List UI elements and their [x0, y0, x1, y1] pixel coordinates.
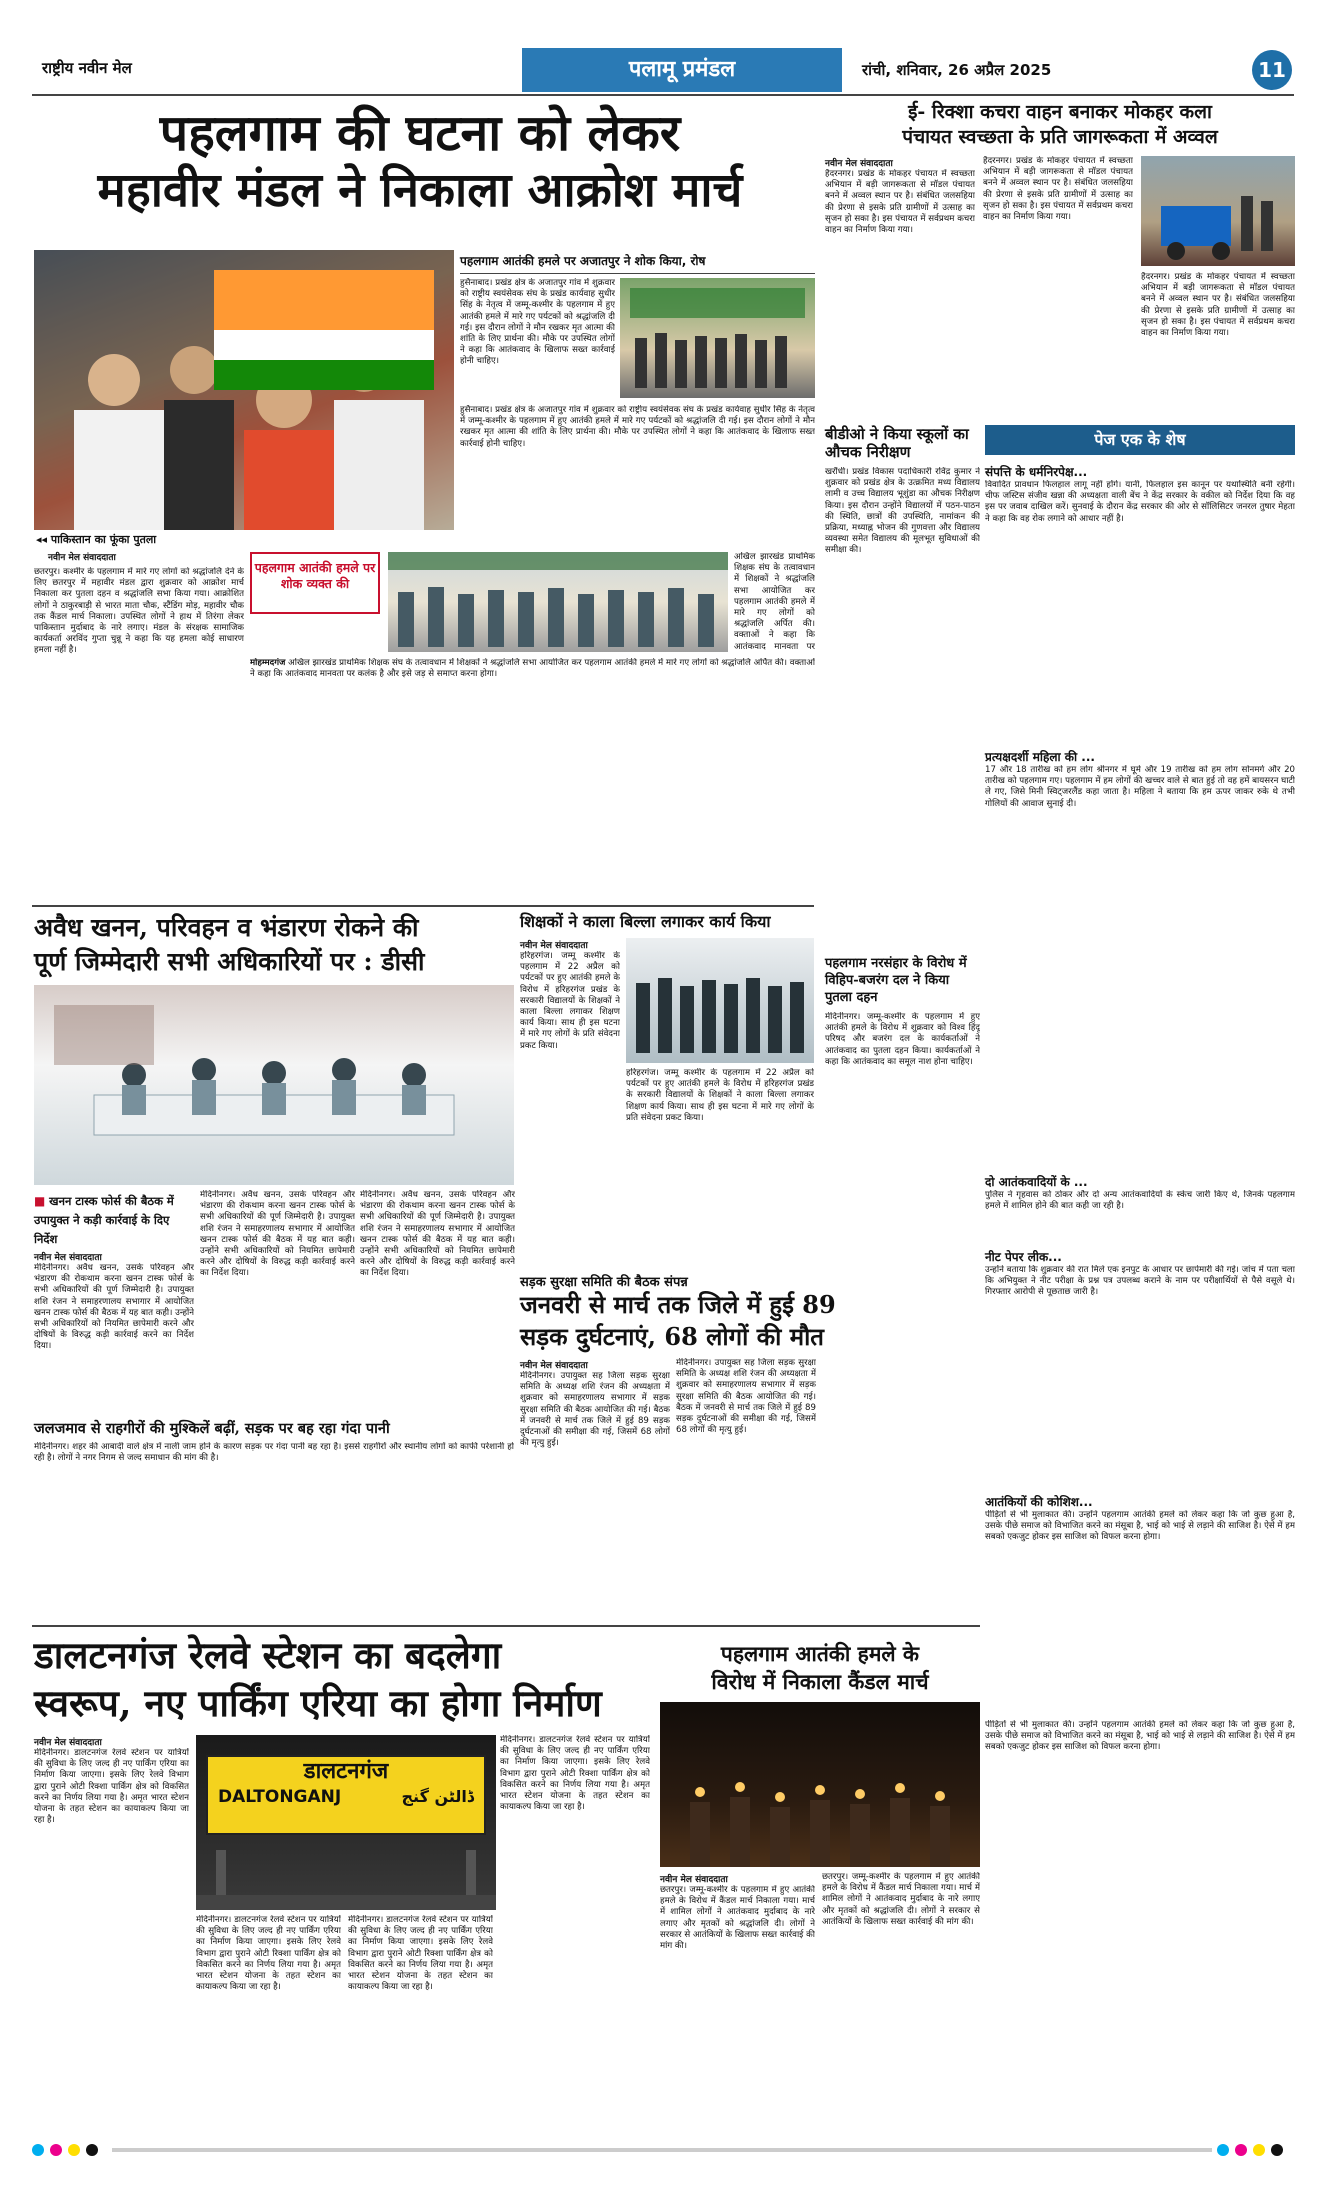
lead-headline-2: महावीर मंडल ने निकाला आक्रोश मार्च — [97, 163, 743, 218]
station-sign-hindi: डालटनगंज — [303, 1759, 389, 1784]
bdo-body: खरौंधी। प्रखंड विकास पदाधिकारी रविंद्र कुमार ने शुक्रवार को प्रखंड क्षेत्र के उत्क्रमित मध्य विद्यालय लामी व उच्च विद्यालय भूशुंडा का औचक निरीक्षण किया। इस दौरान उन्होंने विद्यालयों में पठन-पाठन की स्थिति, छात्रों की उपस्थिति, नामांकन की प्रक्रिया, मध्याह्न भोजन की गुणवत्ता और विद्यालय व्यवस्था समेत विद्यालय की मूलभूत सुविधाओं की समीक्षा की। — [825, 467, 980, 556]
erickshaw-headline-1: ई- रिक्शा कचरा वाहन बनाकर मोकहर कला — [908, 101, 1212, 123]
teachers-photo — [388, 552, 728, 652]
erickshaw-col2: हैदरनगर। प्रखंड के मोकहर पंचायत में स्वच्छता अभियान में बड़ी जागरूकता से मॉडल पंचायत बनने में अव्वल स्थान पर है। संबंधित जलसहिया की प्रेरणा से इसके प्रति ग्रामीणों में उत्साह का सृजन हो सका है। इस पंचायत में सर्वप्रथम कचरा वाहन का निर्माण किया गया। — [983, 156, 1133, 223]
dc-subhead: खनन टास्क फोर्स की बैठक में उपायुक्त ने कड़ी कार्रवाई के दिए निर्देश — [34, 1194, 174, 1246]
protest-group-illustration — [626, 938, 814, 1063]
station-platform-illustration — [196, 1840, 496, 1910]
erickshaw-headline-2: पंचायत स्वच्छता के प्रति जागरूकता में अव्वल — [902, 126, 1218, 148]
erickshaw-col1 — [825, 156, 975, 421]
sidebar — [985, 425, 1295, 1715]
lead-body: छतरपुर। कश्मीर के पहलगाम में मारे गए लोगों को श्रद्धांजलि देने के लिए छतरपुर में महावीर मंडल द्वारा शुक्रवार को आक्रोश मार्च निकाला कर पुतला दहन व श्रद्धांजलि सभा किया गया। आक्रोशित लोगों ने ठाकुरबाड़ी से भारत माता चौक, स्टैंडिंग मोड़, महावीर चौक तक कैंडल मार्च निकाला। उपस्थित लोगों ने हाथ में तिरंगा लेकर पाकिस्तान मुर्दाबाद के नारे लगाए। मंडल के संरक्षक सामाजिक कार्यकर्ता अरविंद गुप्ता चुन्नू ने कहा कि यह हमला कोई साधारण हमला नहीं है। — [34, 567, 244, 656]
dc-subhead-box — [34, 1190, 194, 1250]
dc-body: मेदिनीनगर। अवैध खनन, उसके परिवहन और भंडारण की रोकथाम करना खनन टास्क फोर्स के सभी अधिकारियों की पूर्ण जिम्मेदारी है। उपायुक्त शशि रंजन ने समाहरणालय सभागार में आयोजित खनन टास्क फोर्स की बैठक में यह बात कही। उन्होंने सभी अधिकारियों को नियमित छापेमारी करने और दोषियों के विरुद्ध कड़ी कार्रवाई करने का निर्देश दिया। — [34, 1263, 194, 1352]
erickshaw-byline: नवीन मेल संवाददाता — [825, 159, 893, 169]
candle-photo — [660, 1702, 980, 1867]
station-headline-2: स्वरूप, नए पार्किंग एरिया का होगा निर्माण — [34, 1681, 602, 1725]
station-sign-urdu: ڈالٹن گنج — [401, 1787, 474, 1806]
section-title: पलामू प्रमंडल — [628, 57, 736, 82]
erickshaw-body: हैदरनगर। प्रखंड के मोकहर पंचायत में स्वच्छता अभियान में बड़ी जागरूकता से मॉडल पंचायत बनने में अव्वल स्थान पर है। संबंधित जलसहिया की प्रेरणा से इसके प्रति ग्रामीणों में उत्साह का सृजन हो सका है। इस पंचायत में सर्वप्रथम कचरा वाहन का निर्माण किया गया। — [825, 169, 975, 236]
candle-byline: नवीन मेल संवाददाता — [660, 1875, 728, 1885]
road-headline-1: जनवरी से मार्च तक जिले में हुई 89 — [520, 1290, 836, 1319]
candle-headline-2: विरोध में निकाला कैंडल मार्च — [711, 1669, 929, 1694]
bdo-headline: बीडीओ ने किया स्कूलों का औचक निरीक्षण — [825, 425, 969, 461]
dc-story — [34, 1250, 194, 1415]
section-banner — [522, 48, 842, 92]
dc-byline: नवीन मेल संवाददाता — [34, 1253, 102, 1263]
station-headline-1: डालटनगंज रेलवे स्टेशन का बदलेगा — [34, 1633, 502, 1677]
sidebar-s4-title: नीट पेपर लीक... — [985, 1250, 1062, 1264]
teachers-tag — [250, 552, 380, 614]
waterlog-headline: जलजमाव से राहगीरों की मुश्किलें बढ़ीं, सड़क पर बह रहा गंदा पानी — [34, 1420, 390, 1437]
caption-text: पाकिस्तान का फूंका पुतला — [50, 533, 157, 546]
nagar-body: मेदिनीनगर। जम्मू-कश्मीर के पहलगाम में हुए आतंकी हमले के विरोध में शुक्रवार को विश्व हिंदू परिषद और बजरंग दल के कार्यकर्ताओं ने आतंकवाद का पुतला दहन किया। कार्यकर्ताओं ने कहा कि आतंकवाद का समूल नाश होना चाहिए। — [825, 1012, 980, 1067]
erickshaw-story — [825, 156, 1295, 421]
meeting-illustration — [34, 985, 514, 1185]
road-body: मेदिनीनगर। उपायुक्त सह जिला सड़क सुरक्षा समिति के अध्यक्ष शशि रंजन की अध्यक्षता में शुक्रवार को समाहरणालय सभागार में सड़क सुरक्षा समिति की बैठक आयोजित की गई। बैठक में जनवरी से मार्च तक जिले में हुई 89 सड़क दुर्घटनाओं की समीक्षा की गई, जिसमें 68 लोगों की मृत्यु हुई। — [520, 1371, 670, 1449]
sidebar-header: पेज एक के शेष — [985, 425, 1295, 455]
candle-headline-1: पहलगाम आतंकी हमले के — [720, 1641, 920, 1666]
candle-story — [660, 1872, 815, 2127]
ajatpur-title: पहलगाम आतंकी हमले पर अजातपुर ने शोक किया, रोष — [460, 250, 815, 274]
lead-headline-1: पहलगाम की घटना को लेकर — [159, 103, 681, 162]
ajatpur-group-illustration — [620, 278, 815, 398]
dc-headline-2: पूर्ण जिम्मेदारी सभी अधिकारियों पर : डीसी — [34, 947, 425, 976]
teachers-box-body — [250, 658, 815, 898]
sidebar-s2-body: 17 और 18 तारीख को हम लोग श्रीनगर में घूमे और 19 तारीख को हम लोग सोनमर्ग और 20 तारीख को पहलगाम गए। पहलगाम में हम लोगों की खच्चर वाले से बात हुई तो वह हमें बायसरन घाटी ले गए, जिसे मिनी स्विट्जरलैंड कहा जाता है। महिला ने बताया कि हम ऊपर जाकर रुके थे तभी गोलियों की आवाज सुनाई दी। — [985, 765, 1295, 809]
waterlog-body: मेदिनीनगर। शहर की आबादी वाले क्षेत्र में नाली जाम होने के कारण सड़क पर गंदा पानी बह रहा है। इससे राहगीरों और स्थानीय लोगों को काफी परेशानी हो रही है। लोगों ने नगर निगम से जल्द समाधान की मांग की है। — [34, 1442, 514, 1464]
teachers-box — [250, 552, 815, 902]
teachers-group-illustration — [388, 552, 728, 652]
sidebar-s1-title: संपत्ति के धर्मनिरपेक्ष... — [985, 465, 1088, 479]
teachers-byline: मोहम्मदगंज — [250, 658, 286, 668]
candle-body-col2: छतरपुर। जम्मू-कश्मीर के पहलगाम में हुए आतंकी हमले के विरोध में कैंडल मार्च निकाला गया। मार्च में शामिल लोगों ने आतंकवाद मुर्दाबाद के नारे लगाए और मृतकों को श्रद्धांजलि दी। लोगों ने सरकार से आतंकियों के खिलाफ सख्त कार्रवाई की मांग की। — [822, 1872, 980, 1927]
ajatpur-body-cont: हुसैनाबाद। प्रखंड क्षेत्र के अजातपुर गांव में शुक्रवार को राष्ट्रीय स्वयंसेवक संघ के प्रखंड कार्यवाह सुधीर सिंह के नेतृत्व में जम्मू-कश्मीर के पहलगाम में हुए आतंकी हमले में मारे गए पर्यटकों को श्रद्धांजलि दी गई। इस दौरान लोगों ने मौन रखकर मृत आत्मा की शांति के लिए प्रार्थना की। मौके पर उपस्थित लोगों ने कहा कि आतंकवाद के खिलाफ सख्त कार्रवाई होनी चाहिए। — [460, 405, 815, 449]
caption-arrow-icon: ◂◂ — [36, 533, 51, 546]
road-body-col2: मेदिनीनगर। उपायुक्त सह जिला सड़क सुरक्षा समिति के अध्यक्ष शशि रंजन की अध्यक्षता में शुक्रवार को समाहरणालय सभागार में सड़क सुरक्षा समिति की बैठक आयोजित की गई। बैठक में जनवरी से मार्च तक जिले में हुई 89 सड़क दुर्घटनाओं की समीक्षा की गई, जिसमें 68 लोगों की मृत्यु हुई। — [676, 1358, 816, 1436]
nagar-headline: पहलगाम नरसंहार के विरोध में विहिप-बजरंग दल ने किया पुतला दहन — [825, 956, 967, 1005]
protest-body-col2: हरिहरगंज। जम्मू कश्मीर के पहलगाम में 22 अप्रैल को पर्यटकों पर हुए आतंकी हमले के विरोध में हरिहरगंज प्रखंड के सरकारी विद्यालयों के शिक्षकों ने काला बिल्ला लगाकर शिक्षण कार्य किया। साथ ही इस घटना में मारे गए लोगों के प्रति संवेदना प्रकट किया। — [626, 1068, 814, 1123]
sidebar-s4-body: उन्होंने बताया कि शुक्रवार की रात मिले एक इनपुट के आधार पर छापेमारी की गई। जांच में पता चला कि अभियुक्त ने नीट परीक्षा के प्रश्न पत्र उपलब्ध कराने के नाम पर परीक्षार्थियों से पैसे वसूले थे। गिरफ्तार आरोपी से पूछताछ जारी है। — [985, 1265, 1295, 1298]
station-byline: नवीन मेल संवाददाता — [34, 1738, 102, 1748]
grey-bar — [112, 2148, 1212, 2152]
sidebar-s2-title: प्रत्यक्षदर्शी महिला की ... — [985, 750, 1095, 764]
candle-body: छतरपुर। जम्मू-कश्मीर के पहलगाम में हुए आतंकी हमले के विरोध में कैंडल मार्च निकाला गया। मार्च में शामिल लोगों ने आतंकवाद मुर्दाबाद के नारे लगाए और मृतकों को श्रद्धांजलि दी। लोगों ने सरकार से आतंकियों के खिलाफ सख्त कार्रवाई की मांग की। — [660, 1885, 815, 1952]
station-body-col2: मेदिनीनगर। डालटनगंज रेलवे स्टेशन पर यात्रियों की सुविधा के लिए जल्द ही नए पार्किंग एरिया का निर्माण किया जाएगा। इसके लिए रेलवे विभाग द्वारा पुराने ओटी रिक्शा पार्किंग क्षेत्र को विकसित करने का निर्णय लिया गया है। अमृत भारत स्टेशन योजना के तहत स्टेशन का कायाकल्प किया जा रहा है। — [196, 1915, 341, 1993]
lead-photo — [34, 250, 454, 530]
brand-name: राष्ट्रीय नवीन मेल — [42, 59, 132, 77]
crowd-illustration — [34, 250, 454, 530]
teachers-side-text: अखिल झारखंड प्राथमिक शिक्षक संघ के तत्वावधान में शिक्षकों ने श्रद्धांजलि सभा आयोजित कर पहलगाम आतंकी हमले में मारे गए लोगों को श्रद्धांजलि अर्पित की। वक्ताओं ने कहा कि आतंकवाद मानवता पर — [734, 552, 815, 652]
station-body-col3: मेदिनीनगर। डालटनगंज रेलवे स्टेशन पर यात्रियों की सुविधा के लिए जल्द ही नए पार्किंग एरिया का निर्माण किया जाएगा। इसके लिए रेलवे विभाग द्वारा पुराने ओटी रिक्शा पार्किंग क्षेत्र को विकसित करने का निर्णय लिया गया है। अमृत भारत स्टेशन योजना के तहत स्टेशन का कायाकल्प किया जा रहा है। — [348, 1915, 493, 1993]
lower-rule — [32, 1625, 980, 1627]
masthead — [32, 48, 1294, 92]
bullet-icon: ■ — [34, 1194, 50, 1208]
station-body: मेदिनीनगर। डालटनगंज रेलवे स्टेशन पर यात्रियों की सुविधा के लिए जल्द ही नए पार्किंग एरिया का निर्माण किया जाएगा। इसके लिए रेलवे विभाग द्वारा पुराने ओटी रिक्शा पार्किंग क्षेत्र को विकसित करने का निर्णय लिया गया है। अमृत भारत स्टेशन योजना के तहत स्टेशन का कायाकल्प किया जा रहा है। — [34, 1748, 189, 1826]
erickshaw-photo — [1141, 156, 1295, 266]
erickshaw-illustration — [1141, 156, 1295, 266]
date-line: रांची, शनिवार, 26 अप्रैल 2025 — [862, 61, 1052, 79]
lead-story — [34, 550, 244, 900]
road-story — [520, 1358, 670, 1618]
station-body-col4: मेदिनीनगर। डालटनगंज रेलवे स्टेशन पर यात्रियों की सुविधा के लिए जल्द ही नए पार्किंग एरिया का निर्माण किया जाएगा। इसके लिए रेलवे विभाग द्वारा पुराने ओटी रिक्शा पार्किंग क्षेत्र को विकसित करने का निर्णय लिया गया है। अमृत भारत स्टेशन योजना के तहत स्टेशन का कायाकल्प किया जा रहा है। — [500, 1735, 650, 1813]
sidebar-s5-body: पीड़ितों से भी मुलाकात की। उन्होंने पहलगाम आतंकी हमले को लेकर कहा कि जो कुछ हुआ है, उसके पीछे समाज को विभाजित करने का मंसूबा है, भाई को भाई से लड़ाने की साजिश है। ऐसे में हम सबको एकजुट होकर इस साजिश को विफल करना होगा। — [985, 1510, 1295, 1543]
road-kicker: सड़क सुरक्षा समिति की बैठक संपन्न — [520, 1275, 688, 1290]
bdo-story — [825, 425, 980, 950]
protest-headline: शिक्षकों ने काला बिल्ला लगाकर कार्य किया — [520, 912, 771, 931]
dc-headline-1: अवैध खनन, परिवहन व भंडारण रोकने की — [34, 913, 419, 942]
sidebar-s5-body-cont: पीड़ितों से भी मुलाकात की। उन्होंने पहलगाम आतंकी हमले को लेकर कहा कि जो कुछ हुआ है, उसके पीछे समाज को विभाजित करने का मंसूबा है, भाई को भाई से लड़ाने की साजिश है। ऐसे में हम सबको एकजुट होकर इस साजिश को विफल करना होगा। — [985, 1720, 1295, 1753]
road-headline-2: सड़क दुर्घटनाएं, 68 लोगों की मौत — [520, 1322, 824, 1351]
dc-photo — [34, 985, 514, 1185]
ajatpur-photo — [620, 278, 815, 398]
lead-byline: नवीन मेल संवाददाता — [48, 553, 116, 563]
station-sign-english: DALTONGANJ — [218, 1787, 342, 1807]
teachers-tag-text: पहलगाम आतंकी हमले पर शोक व्यक्त की — [254, 560, 376, 591]
sidebar-s3-body: पुलिस ने गृहवास को ठोकर और दो अन्य आतंकवादियों के स्केच जारी किए थे, जिनके पहलगाम हमले में शामिल होने की बात कही जा रही है। — [985, 1190, 1295, 1212]
teachers-body: अखिल झारखंड प्राथमिक शिक्षक संघ के तत्वावधान में शिक्षकों ने श्रद्धांजलि सभा आयोजित कर पहलगाम आतंकी हमले में मारे गए लोगों को श्रद्धांजलि अर्पित की। वक्ताओं ने कहा कि आतंकवाद मानवता पर कलंक है और इसे जड़ से समाप्त करना होगा। — [250, 658, 815, 680]
registration-dots-left — [32, 2144, 98, 2156]
erickshaw-col3: हैदरनगर। प्रखंड के मोकहर पंचायत में स्वच्छता अभियान में बड़ी जागरूकता से मॉडल पंचायत बनने में अव्वल स्थान पर है। संबंधित जलसहिया की प्रेरणा से इसके प्रति ग्रामीणों में उत्साह का सृजन हो सका है। इस पंचायत में सर्वप्रथम कचरा वाहन का निर्माण किया गया। — [1141, 272, 1295, 339]
station-sign — [206, 1755, 486, 1835]
sidebar-s1-body: विवादित प्रावधान फिलहाल लागू नहीं होंगे। यानी, फिलहाल इस कानून पर यथास्थिति बनी रहेगी। चीफ जस्टिस संजीव खन्ना की अध्यक्षता वाली बेंच ने केंद्र सरकार के वकील को निर्देश दिया कि वह इस पर जवाब दाखिल करें। सुनवाई के दौरान केंद्र सरकार की ओर से सॉलिसिटर जनरल तुषार मेहता ने कहा कि वह रोक लगाने को आधार नहीं है। — [985, 480, 1295, 524]
header-rule — [32, 94, 1294, 96]
road-byline: नवीन मेल संवाददाता — [520, 1361, 588, 1371]
registration-dots-right — [1217, 2144, 1283, 2156]
ajatpur-story — [460, 250, 815, 530]
protest-photo — [626, 938, 814, 1063]
mid-rule — [32, 905, 814, 907]
dc-body-col2: मेदिनीनगर। अवैध खनन, उसके परिवहन और भंडारण की रोकथाम करना खनन टास्क फोर्स के सभी अधिकारियों की पूर्ण जिम्मेदारी है। उपायुक्त शशि रंजन ने समाहरणालय सभागार में आयोजित खनन टास्क फोर्स की बैठक में यह बात कही। उन्होंने सभी अधिकारियों को नियमित छापेमारी करने और दोषियों के विरुद्ध कड़ी कार्रवाई करने का निर्देश दिया। — [200, 1190, 355, 1279]
lead-photo-caption — [36, 532, 336, 547]
page-number: 11 — [1252, 50, 1292, 90]
sidebar-s3-title: दो आतंकवादियों के ... — [985, 1175, 1088, 1189]
color-strip — [32, 2140, 1294, 2160]
ajatpur-body: हुसैनाबाद। प्रखंड क्षेत्र के अजातपुर गांव में शुक्रवार को राष्ट्रीय स्वयंसेवक संघ के प्रखंड कार्यवाह सुधीर सिंह के नेतृत्व में जम्मू-कश्मीर के पहलगाम में हुए आतंकी हमले में मारे गए पर्यटकों को श्रद्धांजलि दी गई। इस दौरान लोगों ने मौन रखकर मृत आत्मा की शांति के लिए प्रार्थना की। मौके पर उपस्थित लोगों ने कहा कि आतंकवाद के खिलाफ सख्त कार्रवाई होनी चाहिए। — [460, 278, 615, 367]
sidebar-s5-title: आतंकियों की कोशिश... — [985, 1495, 1093, 1509]
candle-march-illustration — [660, 1702, 980, 1867]
protest-body: हरिहरगंज। जम्मू कश्मीर के पहलगाम में 22 अप्रैल को पर्यटकों पर हुए आतंकी हमले के विरोध में हरिहरगंज प्रखंड के सरकारी विद्यालयों के शिक्षकों ने काला बिल्ला लगाकर शिक्षण कार्य किया। साथ ही इस घटना में मारे गए लोगों के प्रति संवेदना प्रकट किया। — [520, 951, 620, 1051]
protest-story — [520, 938, 620, 1268]
teachers-byline-body — [250, 658, 815, 888]
protest-byline: नवीन मेल संवाददाता — [520, 941, 588, 951]
station-story — [34, 1735, 189, 2125]
dc-body-col3: मेदिनीनगर। अवैध खनन, उसके परिवहन और भंडारण की रोकथाम करना खनन टास्क फोर्स के सभी अधिकारियों की पूर्ण जिम्मेदारी है। उपायुक्त शशि रंजन ने समाहरणालय सभागार में आयोजित खनन टास्क फोर्स की बैठक में यह बात कही। उन्होंने सभी अधिकारियों को नियमित छापेमारी करने और दोषियों के विरुद्ध कड़ी कार्रवाई करने का निर्देश दिया। — [360, 1190, 515, 1279]
station-photo — [196, 1735, 496, 1910]
